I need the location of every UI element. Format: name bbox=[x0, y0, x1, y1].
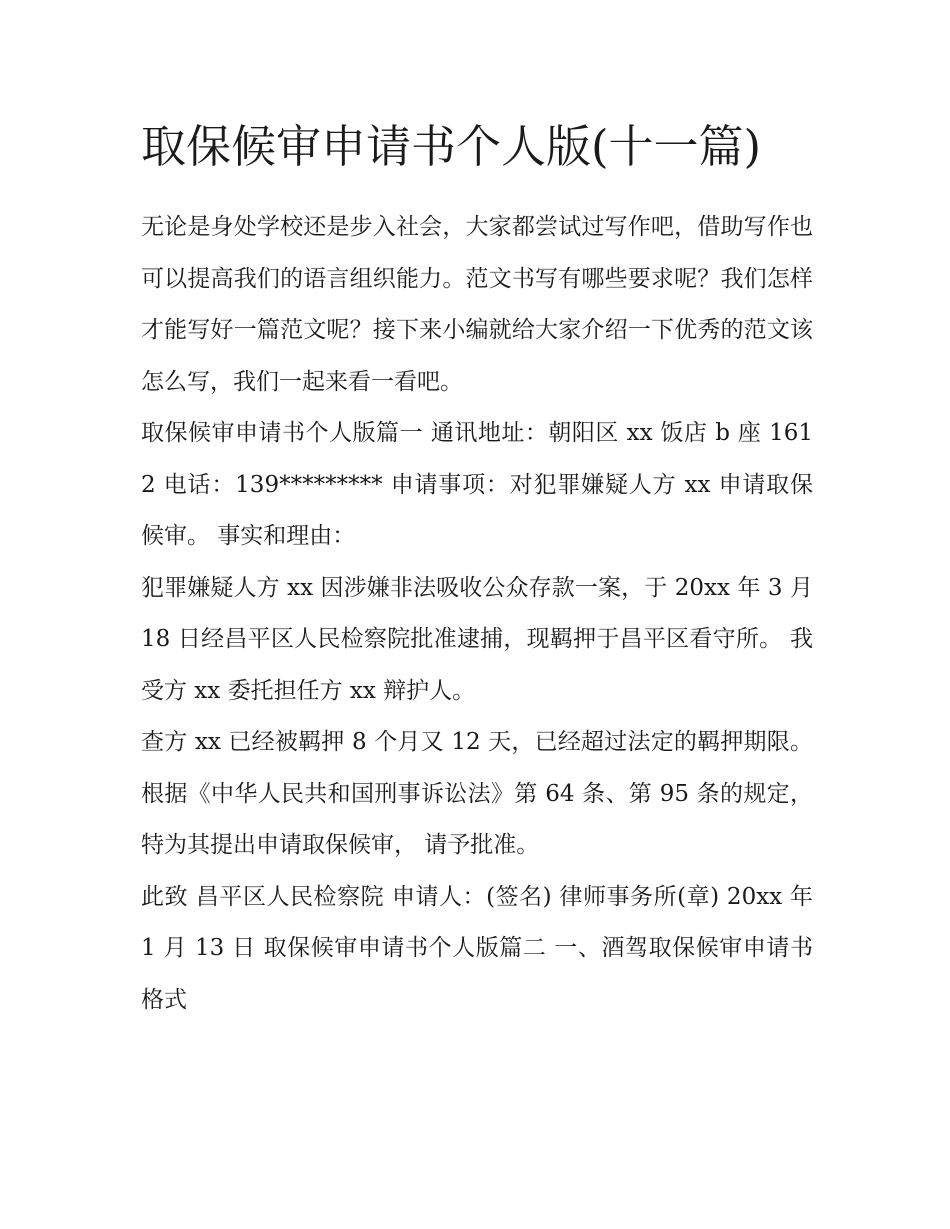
document-body bbox=[141, 112, 813, 1026]
paragraph-intro: 无论是身处学校还是步入社会，大家都尝试过写作吧，借助写作也可以提高我们的语言组织能力。范文书写有哪些要求呢？我们怎样才能写好一篇范文呢？接下来小编就给大家介绍一下优秀的范文该怎么写，我们一起来看一看吧。 bbox=[141, 214, 813, 395]
paragraph-closing: 此致 昌平区人民检察院 申请人：(签名) 律师事务所(章) 20xx 年 1 月 13 日 取保候审申请书个人版篇二 一、酒驾取保候审申请书格式 bbox=[141, 883, 813, 1013]
document-title: 取保候审申请书个人版(十一篇) bbox=[141, 120, 762, 173]
paragraph-applicant-info: 取保候审申请书个人版篇一 通讯地址：朝阳区 xx 饭店 b 座 1612 电话：139********* 申请事项：对犯罪嫌疑人方 xx 申请取保候审。 事实和理由： bbox=[141, 420, 813, 549]
paragraph-facts: 犯罪嫌疑人方 xx 因涉嫌非法吸收公众存款一案，于 20xx 年 3 月 18 日经昌平区人民检察院批准逮捕，现羁押于昌平区看守所。 我受方 xx 委托担任方 xx 辩护人。 bbox=[141, 574, 813, 704]
paragraph-legal-basis: 查方 xx 已经被羁押 8 个月又 12 天，已经超过法定的羁押期限。 根据《中华人民共和国刑事诉讼法》第 64 条、第 95 条的规定，特为其提出申请取保候审， 请予批准。 bbox=[141, 729, 813, 858]
